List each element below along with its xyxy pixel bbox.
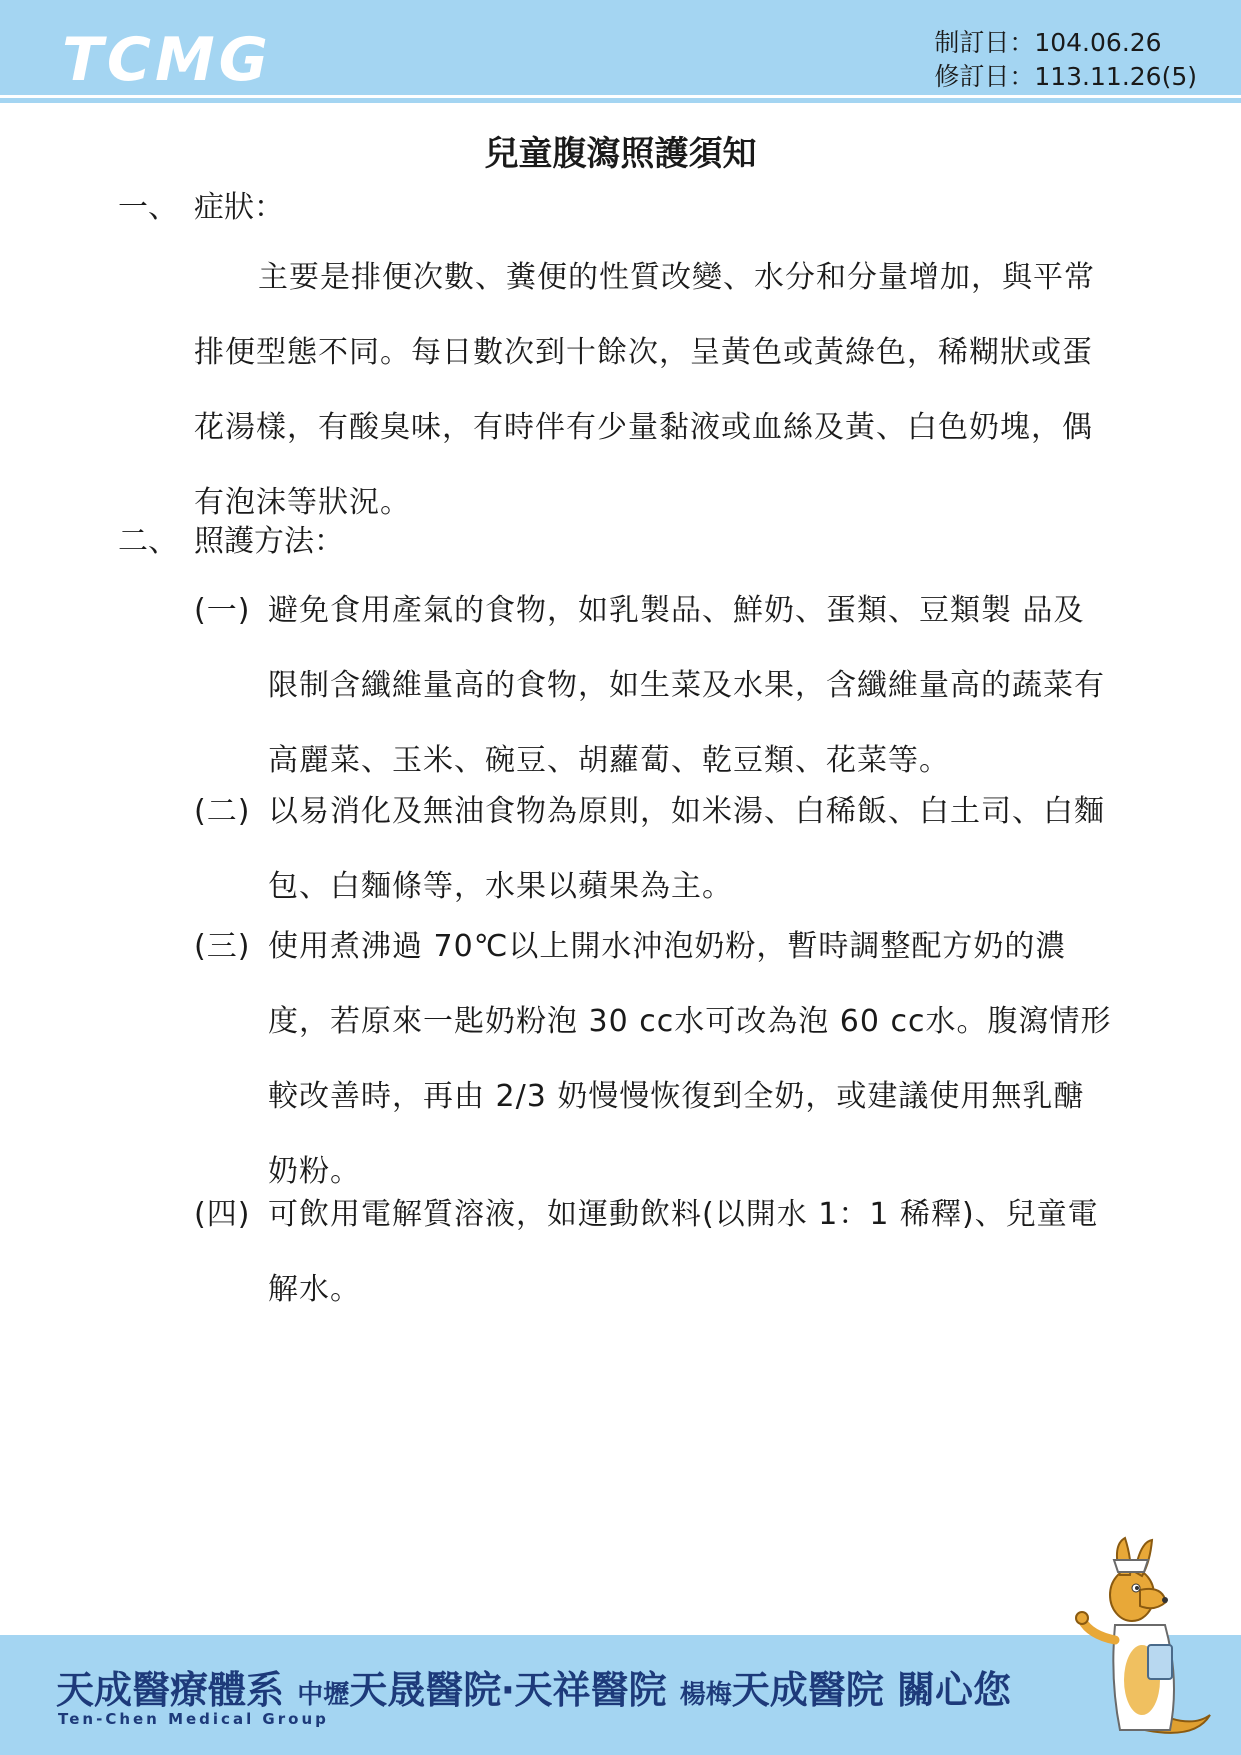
section-heading-symptoms (118, 188, 284, 228)
item-label: (四) (194, 1197, 251, 1232)
group-english-name: Ten-Chen Medical Group (58, 1710, 329, 1728)
item-text: 避免食用產氣的食物，如乳製品、鮮奶、蛋類、豆類製 品及限制含纖維量高的食物，如生菜及水果，含纖維量高的蔬菜有高麗菜、玉米、碗豆、胡蘿蔔、乾豆類、花菜等。 (268, 593, 1105, 778)
tcmg-logo: TCMG (62, 25, 272, 95)
group-name: 天成醫療體系 (56, 1668, 285, 1712)
care-item-4 (194, 1177, 1114, 1327)
section-number: 二、 (118, 524, 178, 559)
location-yangmei: 楊梅 (679, 1680, 732, 1710)
tagline: 關心您 (897, 1668, 1012, 1712)
care-item-2 (194, 774, 1114, 924)
item-text: 以易消化及無油食物為原則，如米湯、白稀飯、白土司、白麵包、白麵條等，水果以蘋果為主。 (268, 794, 1105, 904)
revision-dates (934, 26, 1197, 94)
symptoms-paragraph: 主要是排便次數、糞便的性質改變、水分和分量增加，與平常排便型態不同。每日數次到十餘次，呈黃色或黃綠色，稀糊狀或蛋花湯樣，有酸臭味，有時伴有少量黏液或血絲及黃、白色奶塊，偶有泡沫等狀況。 (194, 260, 1095, 520)
hospital-names-1: 天晟醫院‧天祥醫院 (349, 1668, 667, 1712)
section-title: 症狀： (194, 190, 284, 225)
care-item-1 (194, 573, 1114, 798)
item-label: (三) (194, 929, 251, 964)
section-heading-care (118, 522, 344, 562)
item-text: 可飲用電解質溶液，如運動飲料(以開水 1：1 稀釋)、兒童電解水。 (268, 1197, 1099, 1307)
hospital-names-2: 天成醫院 (731, 1668, 884, 1712)
item-label: (一) (194, 593, 251, 628)
kangaroo-doctor-mascot-icon (1070, 1530, 1220, 1750)
section-title: 照護方法： (194, 524, 344, 559)
care-item-3 (194, 909, 1114, 1209)
header-band (0, 0, 1241, 95)
page-title: 兒童腹瀉照護須知 (484, 134, 757, 174)
item-label: (二) (194, 794, 251, 829)
section-number: 一、 (118, 190, 178, 225)
item-text: 使用煮沸過 70℃以上開水沖泡奶粉，暫時調整配方奶的濃度，若原來一匙奶粉泡 30 cc水可改為泡 60 cc水。腹瀉情形較改善時，再由 2/3 奶慢慢恢復到全奶，或建議使用無乳醣奶粉。 (268, 929, 1112, 1189)
established-date: 制訂日：104.06.26 (934, 28, 1162, 57)
revised-date: 修訂日：113.11.26(5) (934, 62, 1197, 91)
location-zhongli: 中壢 (297, 1680, 350, 1710)
header-divider (0, 98, 1241, 103)
